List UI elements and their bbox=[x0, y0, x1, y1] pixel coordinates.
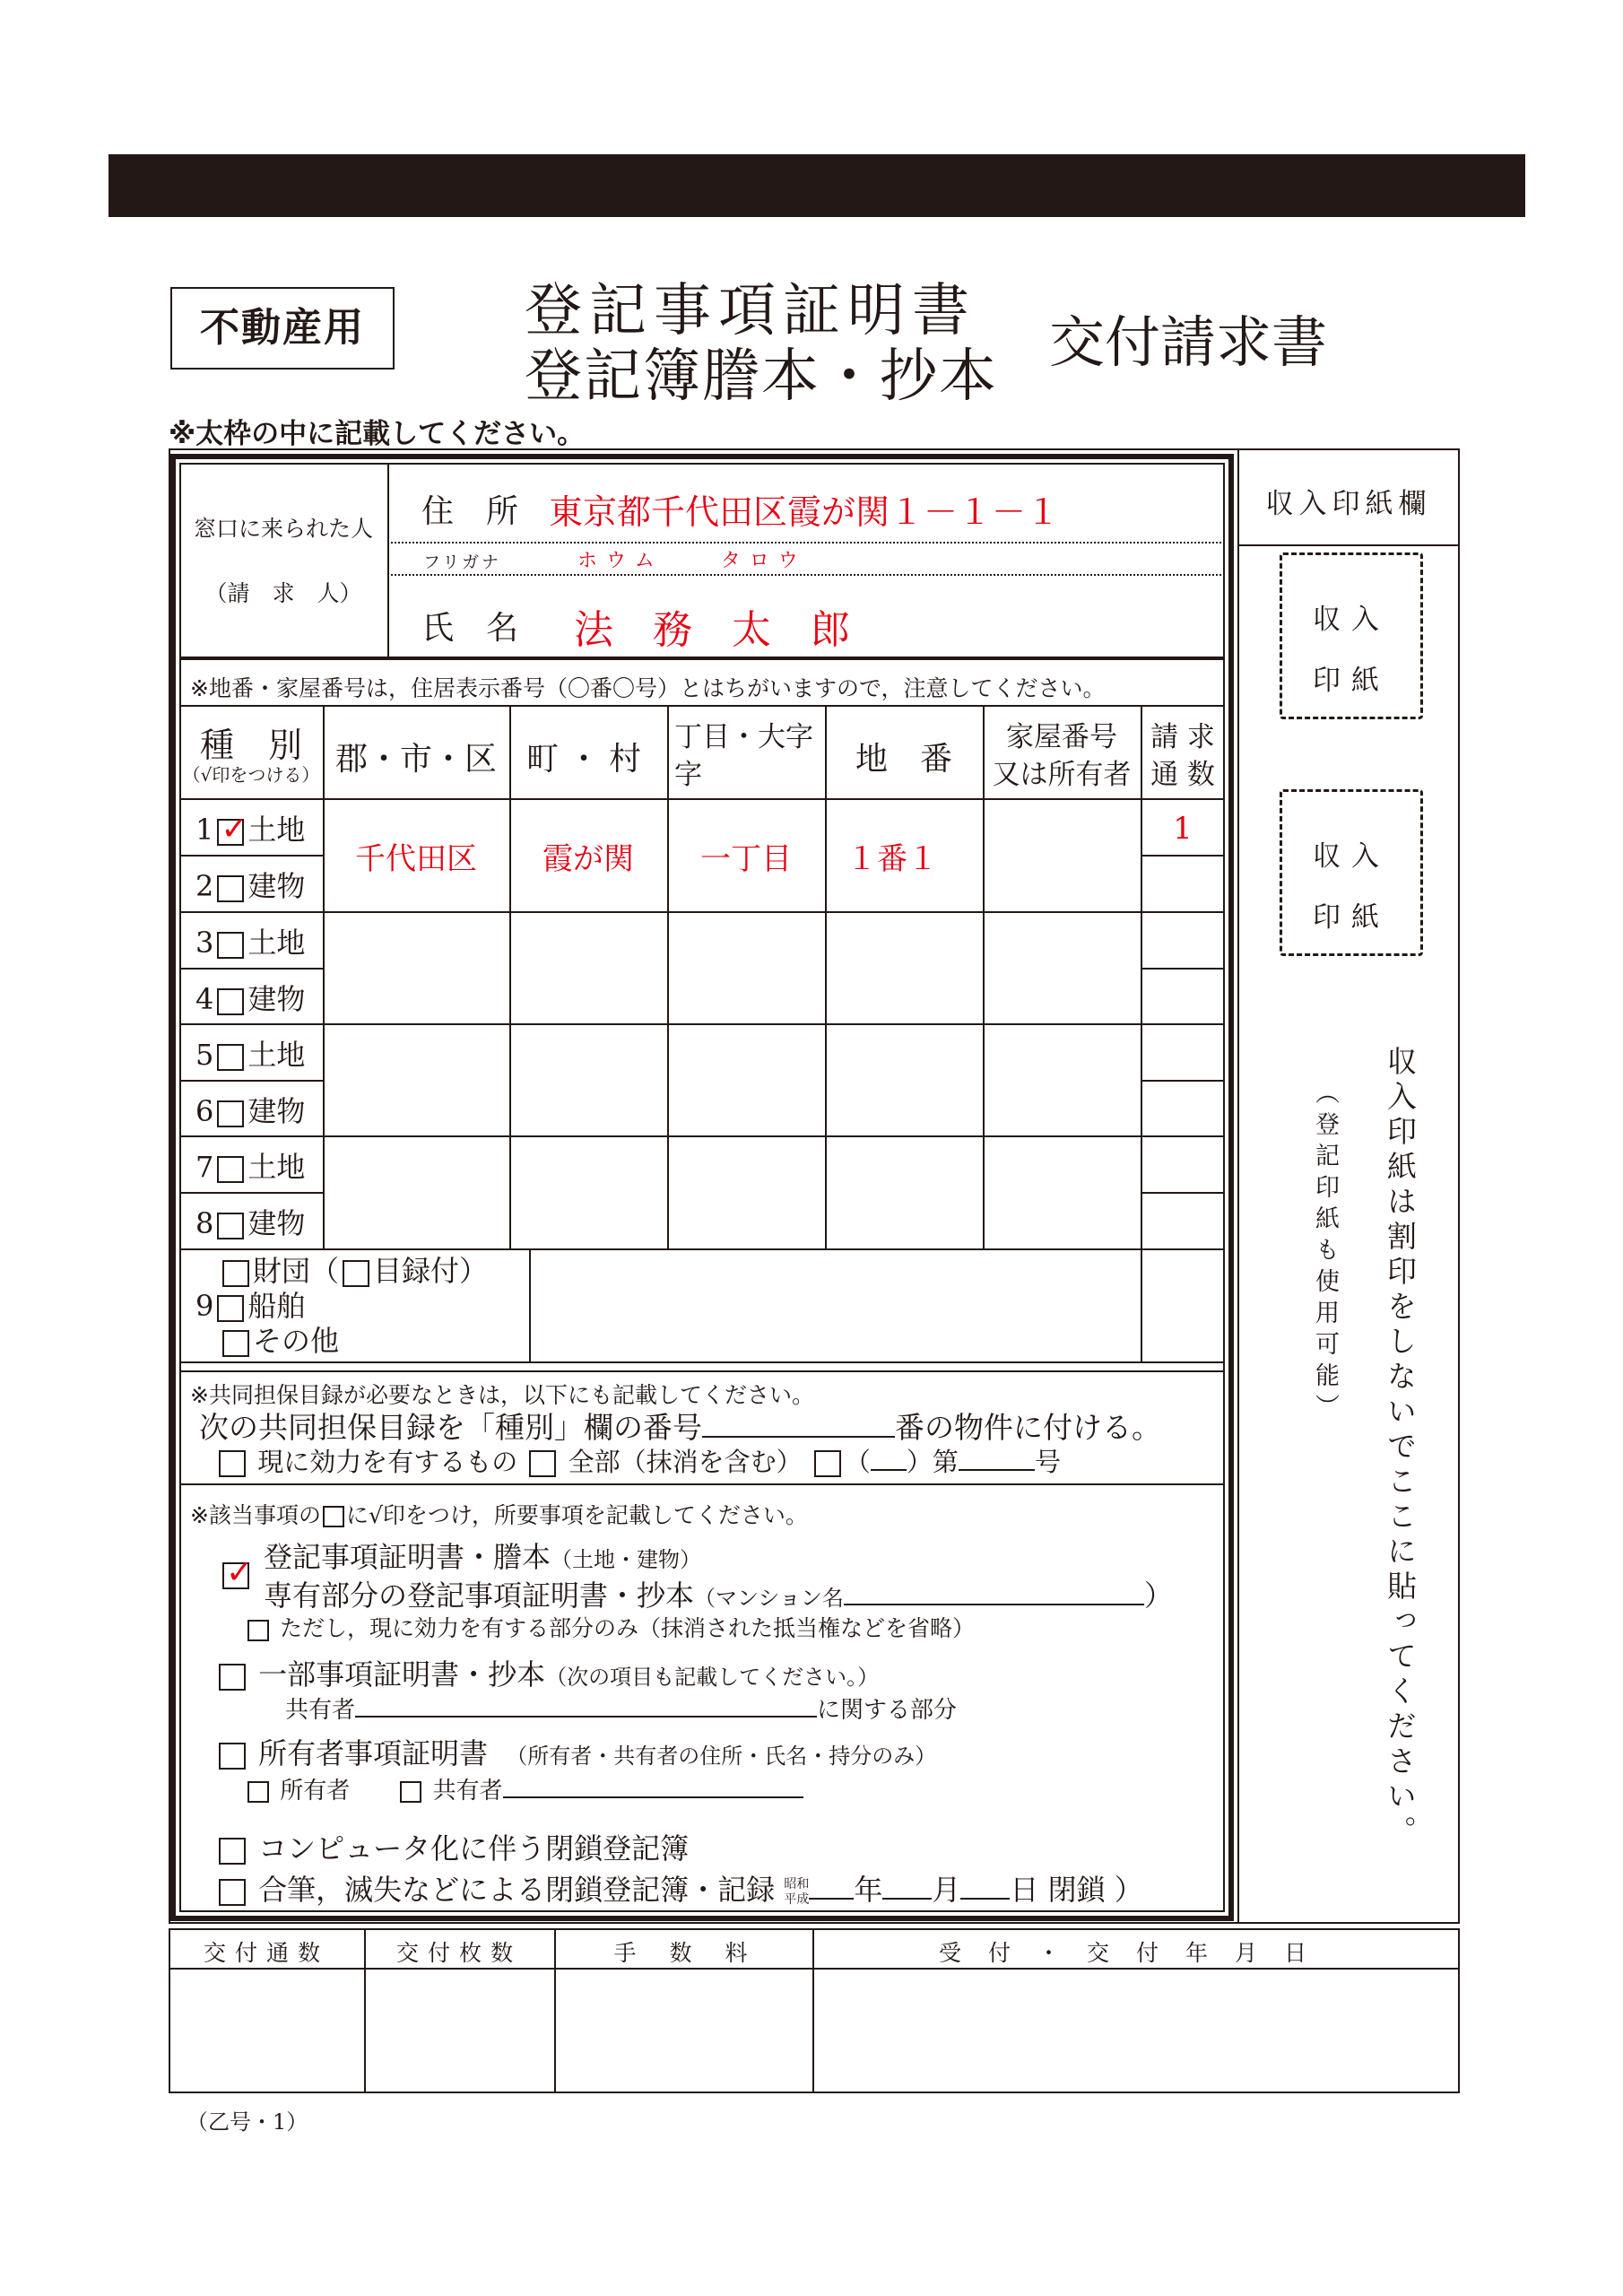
row-5: 5 土地 bbox=[195, 1038, 306, 1072]
item2-owner: 共有者 に関する部分 bbox=[285, 1697, 958, 1724]
header-bar bbox=[108, 154, 1525, 217]
header-chome-1: 丁目・大字 bbox=[674, 721, 813, 753]
row-9: 財団（ 目録付） 9 船舶 その他 bbox=[195, 1254, 489, 1358]
collateral-options: 現に効力を有するもの 全部（抹消を含む） （ ）第 号 bbox=[215, 1442, 1061, 1479]
row-8: 8 建物 bbox=[195, 1206, 306, 1240]
stamp2-line1: 収入 bbox=[1313, 840, 1390, 873]
lot-number-note: ※地番・家屋番号は，住居表示番号（〇番〇号）とはちがいますので，注意してください。 bbox=[190, 675, 1106, 701]
row-4-checkbox[interactable] bbox=[217, 988, 244, 1015]
item2: 一部事項証明書・抄本（次の項目も記載してください。） bbox=[215, 1652, 879, 1693]
office-h3: 手 数 料 bbox=[613, 1940, 753, 1966]
closure-day-field[interactable] bbox=[960, 1898, 1010, 1900]
collateral-opt3-checkbox[interactable] bbox=[814, 1450, 841, 1477]
item5-checkbox[interactable] bbox=[219, 1879, 246, 1906]
stamp-box-2[interactable] bbox=[1280, 789, 1423, 956]
stamp-instruction: 収入印紙は割印をしないでここに貼ってください。 bbox=[1383, 1046, 1418, 1850]
mokuroku-checkbox[interactable] bbox=[343, 1260, 369, 1287]
row-2: 2 建物 bbox=[195, 869, 306, 903]
row-1: 1 ✓ 土地 bbox=[195, 810, 306, 848]
entry-count[interactable]: 1 bbox=[1173, 811, 1193, 847]
item3-checkbox[interactable] bbox=[219, 1743, 246, 1770]
stamp-column-title: 収入印紙欄 bbox=[1265, 488, 1432, 520]
address-label: 住 所 bbox=[421, 493, 519, 530]
item1-sub-checkbox[interactable] bbox=[247, 1620, 269, 1641]
item3: 所有者事項証明書 （所有者・共有者の住所・氏名・持分のみ） bbox=[215, 1731, 936, 1772]
header-type: 種 別 bbox=[199, 726, 302, 765]
entry-chiban[interactable]: １番１ bbox=[846, 841, 938, 877]
header-kaoku-2: 又は所有者 bbox=[992, 759, 1132, 791]
title-suffix: 交付請求書 bbox=[1049, 309, 1328, 375]
form-code: （乙号・1） bbox=[187, 2109, 308, 2135]
co-owner-field[interactable] bbox=[355, 1716, 817, 1718]
office-h2: 交付枚数 bbox=[395, 1940, 522, 1966]
requester-side-label: 窓口に来られた人 bbox=[193, 516, 373, 542]
mansion-name-field[interactable] bbox=[844, 1604, 1144, 1605]
collateral-number-field[interactable] bbox=[702, 1436, 895, 1438]
collateral-note: ※共同担保目録が必要なときは，以下にも記載してください。 bbox=[190, 1382, 814, 1408]
row-7: 7 土地 bbox=[195, 1150, 306, 1184]
stamp-box-1[interactable] bbox=[1280, 552, 1423, 719]
fill-note: ※太枠の中に記載してください。 bbox=[169, 418, 586, 450]
name-label: 氏 名 bbox=[421, 610, 519, 647]
item5: 合筆，滅失などによる閉鎖登記簿・記録 昭和 平成 年 月 日 閉鎖 ） bbox=[215, 1867, 1143, 1909]
header-chome-2: 字 bbox=[674, 759, 702, 791]
row-5-checkbox[interactable] bbox=[217, 1044, 244, 1071]
item1-checkbox[interactable]: ✓ bbox=[222, 1562, 249, 1589]
furigana-label: フリガナ bbox=[423, 552, 502, 572]
header-kaoku-1: 家屋番号 bbox=[1006, 721, 1117, 753]
collateral-opt1-checkbox[interactable] bbox=[219, 1450, 246, 1477]
title-line1: 登記事項証明書 bbox=[525, 278, 976, 344]
collateral-opt2-checkbox[interactable] bbox=[529, 1450, 556, 1477]
closure-month-field[interactable] bbox=[882, 1898, 932, 1900]
row-3: 3 土地 bbox=[195, 926, 306, 960]
header-type-sub: （√印をつける） bbox=[182, 764, 320, 786]
header-count-1: 請 求 bbox=[1150, 721, 1215, 753]
row-8-checkbox[interactable] bbox=[217, 1213, 244, 1239]
item3-options: 所有者 共有者 bbox=[244, 1772, 803, 1805]
items-note: ※該当事項の に√印をつけ，所要事項を記載してください。 bbox=[190, 1502, 808, 1528]
name-value[interactable]: 法 務 太 郎 bbox=[574, 607, 850, 653]
stamp1-line1: 収入 bbox=[1313, 604, 1390, 636]
stamp1-line2: 印紙 bbox=[1313, 665, 1390, 697]
sonota-checkbox[interactable] bbox=[222, 1330, 249, 1357]
stamp-instruction-sub: （登記印紙も使用可能） bbox=[1311, 1080, 1339, 1425]
closure-year-field[interactable] bbox=[809, 1898, 854, 1900]
collateral-no-field[interactable] bbox=[959, 1469, 1035, 1471]
entry-town[interactable]: 霞が関 bbox=[542, 841, 634, 877]
header-town: 町・村 bbox=[525, 741, 650, 778]
row-7-checkbox[interactable] bbox=[217, 1156, 244, 1183]
office-h1: 交付通数 bbox=[203, 1940, 329, 1966]
row-4: 4 建物 bbox=[195, 982, 306, 1016]
row-2-checkbox[interactable] bbox=[217, 875, 244, 902]
senpaku-checkbox[interactable] bbox=[217, 1295, 244, 1322]
title-line2: 登記簿謄本・抄本 bbox=[525, 344, 998, 410]
office-h4: 受付・交付年月日 bbox=[938, 1940, 1333, 1966]
item3-owner-checkbox[interactable] bbox=[247, 1781, 269, 1803]
item1: 登記事項証明書・謄本（土地・建物） 専有部分の登記事項証明書・抄本（マンション名 ） bbox=[264, 1540, 1173, 1613]
address-value[interactable]: 東京都千代田区霞が関１－１－１ bbox=[549, 492, 1061, 532]
item3-coowner-field[interactable] bbox=[503, 1796, 803, 1798]
stamp2-line2: 印紙 bbox=[1313, 901, 1390, 934]
zaidan-checkbox[interactable] bbox=[222, 1260, 249, 1287]
item4-checkbox[interactable] bbox=[219, 1838, 246, 1865]
row-1-checkbox[interactable]: ✓ bbox=[217, 819, 244, 846]
item3-coowner-checkbox[interactable] bbox=[400, 1781, 421, 1803]
entry-gun[interactable]: 千代田区 bbox=[355, 841, 477, 877]
document-type-badge: 不動産用 bbox=[170, 287, 395, 370]
item4: コンピュータ化に伴う閉鎖登記簿 bbox=[215, 1826, 689, 1867]
item1-sub: ただし，現に効力を有する部分のみ（抹消された抵当権などを省略） bbox=[244, 1611, 975, 1643]
entry-chome[interactable]: 一丁目 bbox=[700, 841, 792, 877]
header-count-2: 通 数 bbox=[1150, 759, 1215, 791]
row-3-checkbox[interactable] bbox=[217, 932, 244, 959]
header-gun: 郡・市・区 bbox=[334, 741, 497, 778]
collateral-line: 次の共同担保目録を「種別」欄の番号 番の物件に付ける。 bbox=[199, 1410, 1161, 1445]
furigana-value[interactable]: ホウム タロウ bbox=[577, 550, 807, 572]
requester-side-sub: （請 求 人） bbox=[204, 580, 362, 606]
row-6: 6 建物 bbox=[195, 1094, 306, 1128]
row-6-checkbox[interactable] bbox=[217, 1100, 244, 1127]
item2-checkbox[interactable] bbox=[219, 1664, 246, 1691]
header-chiban: 地 番 bbox=[855, 741, 952, 778]
